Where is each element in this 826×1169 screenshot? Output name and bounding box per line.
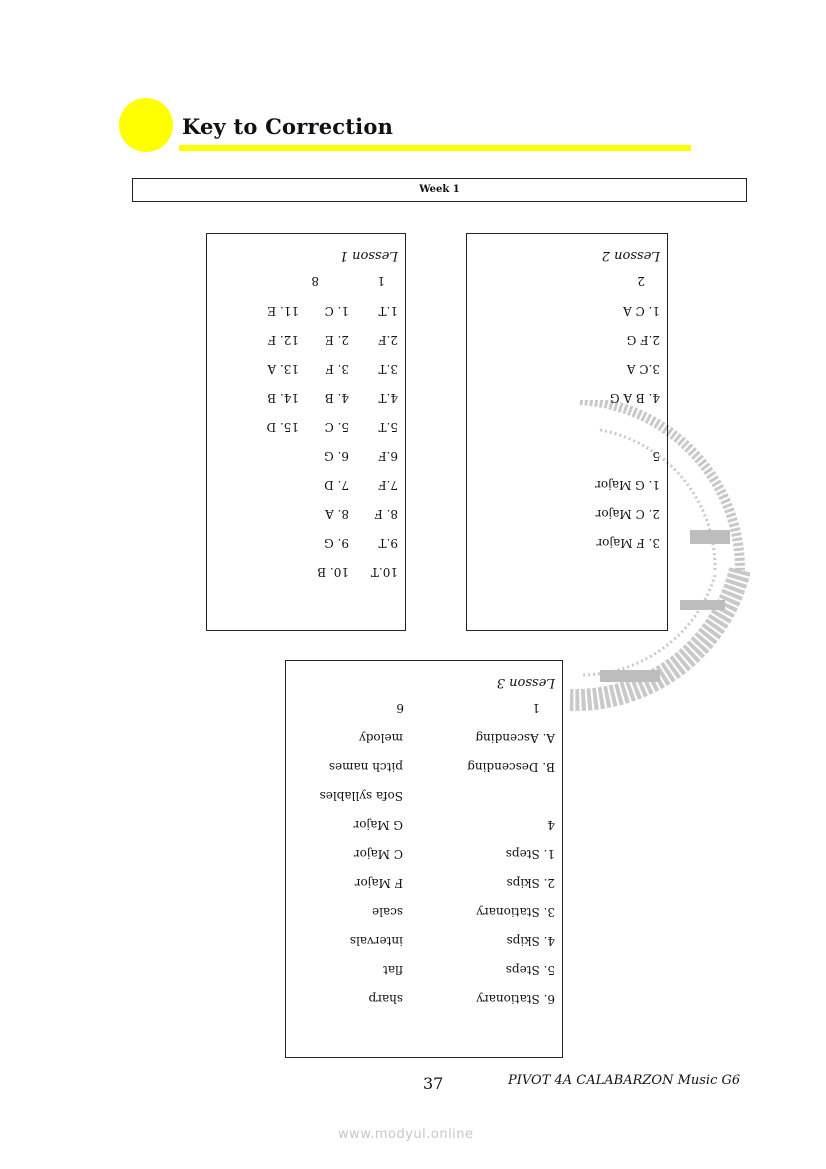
lesson-3-part-4-row-4: 4. Skips — [506, 934, 555, 948]
lesson-1-row-3-c: 13. A — [267, 362, 299, 376]
lesson-1-row-1-c: 11. E — [267, 304, 299, 318]
lesson-1-row-2-a: 2.F — [378, 333, 398, 347]
site-watermark: www.modyul.online — [338, 1127, 474, 1142]
lesson-2-heading: Lesson 2 — [601, 248, 660, 263]
lesson-1-row-4-a: 4.T — [378, 391, 398, 405]
lesson-1-col2-head: 8 — [311, 274, 319, 288]
lesson-3-part-4-head: 4 — [547, 818, 555, 832]
lesson-1-row-3-a: 3.T — [378, 362, 398, 376]
lesson-3-part-4-row-6: 6. Stationary — [476, 992, 555, 1006]
lesson-2-part-5-row-1: 1. G Major — [595, 478, 660, 492]
lesson-1-row-2-b: 2. E — [324, 333, 349, 347]
lesson-1-row-2-c: 12. F — [267, 333, 299, 347]
lesson-1-heading: Lesson 1 — [339, 248, 398, 263]
page-number: 37 — [423, 1074, 444, 1093]
lesson-1-row-5-c: 15. D — [266, 420, 299, 434]
lesson-3-part-6-row-10: sharp — [368, 992, 403, 1006]
title-underline-bar — [179, 145, 691, 151]
week-label-box — [132, 178, 747, 202]
lesson-1-row-1-b: 1. C — [324, 304, 349, 318]
page-title: Key to Correction — [182, 114, 394, 139]
lesson-1-row-10-b: 10. B — [317, 565, 349, 579]
week-label: Week 1 — [419, 184, 460, 195]
lesson-1-row-6-a: 6.F — [378, 449, 398, 463]
lesson-1-col1-head: 1 — [377, 274, 385, 288]
yellow-circle-decoration — [119, 98, 173, 152]
lesson-3-panel — [285, 660, 563, 1058]
lesson-2-part-2-head: 2 — [637, 274, 645, 288]
lesson-1-row-5-b: 5. C — [324, 420, 349, 434]
lesson-3-part-6-head: 6 — [396, 701, 404, 715]
lesson-2-part-5-row-3: 3. F Major — [596, 536, 660, 550]
lesson-2-part-2-row-3: 3.C A — [626, 362, 660, 376]
lesson-3-part-1-row-2: B. Descending — [467, 760, 555, 774]
lesson-1-row-4-b: 4. B — [324, 391, 349, 405]
lesson-1-row-8-b: 8. A — [325, 507, 349, 521]
lesson-2-part-5-row-2: 2. C Major — [595, 507, 660, 521]
lesson-2-part-2-row-2: 2.F G — [626, 333, 660, 347]
lesson-1-row-3-b: 3. F — [325, 362, 349, 376]
footer-title: PIVOT 4A CALABARZON Music G6 — [508, 1073, 741, 1088]
lesson-3-part-6-row-1: melody — [358, 731, 403, 745]
lesson-3-part-6-row-2: pitch names — [328, 760, 403, 774]
lesson-3-part-4-row-5: 5. Steps — [505, 963, 555, 977]
lesson-3-part-6-row-9: flat — [383, 963, 403, 977]
lesson-1-row-4-c: 14. B — [267, 391, 299, 405]
lesson-3-heading: Lesson 3 — [496, 675, 555, 690]
lesson-2-part-2-row-1: 1. C A — [623, 304, 660, 318]
lesson-3-part-6-row-6: F Major — [354, 876, 403, 890]
lesson-3-part-4-row-1: 1. Steps — [505, 847, 555, 861]
lesson-3-part-4-row-2: 2. Skips — [506, 876, 555, 890]
lesson-2-part-5-head: 5 — [652, 449, 660, 463]
lesson-1-row-9-b: 9. G — [324, 536, 349, 550]
lesson-1-row-9-a: 9.T — [378, 536, 398, 550]
lesson-3-part-6-row-3: Sofa syllables — [319, 789, 403, 803]
lesson-2-panel — [466, 233, 668, 631]
lesson-1-row-5-a: 5.T — [378, 420, 398, 434]
lesson-3-part-4-row-3: 3. Stationary — [476, 905, 555, 919]
lesson-3-part-1-head: 1 — [532, 701, 540, 715]
lesson-3-part-6-row-7: scale — [372, 905, 403, 919]
lesson-1-row-7-b: 7. D — [324, 478, 349, 492]
lesson-1-row-1-a: 1.T — [378, 304, 398, 318]
lesson-1-row-10-a: 10.T — [370, 565, 398, 579]
lesson-3-part-6-row-8: intervals — [349, 934, 403, 948]
lesson-1-row-6-b: 6. G — [324, 449, 349, 463]
lesson-2-part-2-row-4: 4. B A G — [610, 391, 660, 405]
lesson-1-row-8-a: 8. F — [374, 507, 398, 521]
lesson-1-row-7-a: 7.F — [378, 478, 398, 492]
lesson-1-panel — [206, 233, 406, 631]
lesson-3-part-1-row-1: A. Ascending — [475, 731, 555, 745]
lesson-3-part-6-row-5: C Major — [353, 847, 403, 861]
lesson-3-part-6-row-4: G Major — [353, 818, 403, 832]
